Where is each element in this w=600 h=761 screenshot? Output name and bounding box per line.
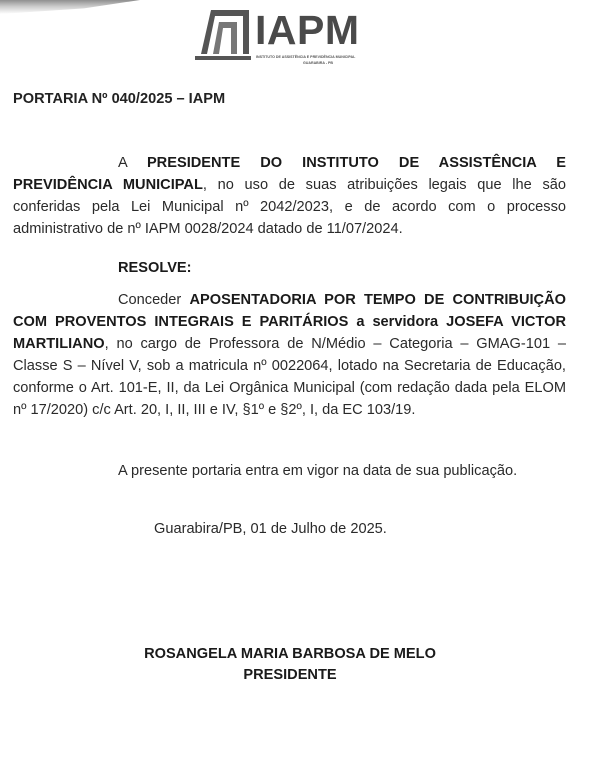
- preamble-rest: , no uso de suas atribuições legais que lhe são conferidas pela Lei Municipal nº 2042/2023, e de acordo com o processo administrativo de nº IAPM 0028/2024 datado de 11/07/2024.: [13, 177, 566, 237]
- iapm-logo: [193, 2, 393, 68]
- grant-lead: Conceder: [118, 292, 190, 308]
- logo-emblem-icon: [193, 2, 253, 62]
- resolve-heading: RESOLVE:: [118, 260, 192, 276]
- document-title: PORTARIA Nº 040/2025 – IAPM: [13, 91, 226, 107]
- signer-role: PRESIDENTE: [243, 667, 337, 683]
- grant-rest: , no cargo de Professora de N/Médio – Categoria – GMAG-101 – Classe S – Nível V, sob a matricula nº 0022064, lotado na Secretaria de Educação, conforme o Art. 101-E, II, da Lei Orgânica Municipal (com redação dada pela ELOM nº 17/2020) c/c Art. 20, I, II, III e IV, §1º e §2º, I, da EC 103/19.: [13, 336, 566, 418]
- page-corner-shadow: [0, 0, 140, 14]
- preamble-authority: PRESIDENTE DO INSTITUTO DE ASSISTÊNCIA E PREVIDÊNCIA MUNICIPAL: [13, 155, 566, 193]
- paragraph-effective: [13, 460, 566, 482]
- paragraph-grant: [13, 289, 566, 421]
- preamble-lead: A: [118, 155, 147, 171]
- paragraph-preamble: [13, 152, 566, 240]
- place-date: Guarabira/PB, 01 de Julho de 2025.: [154, 521, 387, 537]
- grant-benefit: APOSENTADORIA POR TEMPO DE CONTRIBUIÇÃO COM PROVENTOS INTEGRAIS E PARITÁRIOS a servidora JOSEFA VICTOR MARTILIANO: [13, 292, 566, 352]
- signer-name: ROSANGELA MARIA BARBOSA DE MELO: [144, 646, 436, 662]
- logo-city: GUARABIRA - PB: [303, 61, 334, 65]
- logo-subtitle: INSTITUTO DE ASSISTÊNCIA E PREVIDÊNCIA MUNICIPAL: [256, 55, 356, 59]
- logo-name: IAPM: [255, 7, 360, 53]
- effective-text: A presente portaria entra em vigor na data de sua publicação.: [118, 463, 518, 479]
